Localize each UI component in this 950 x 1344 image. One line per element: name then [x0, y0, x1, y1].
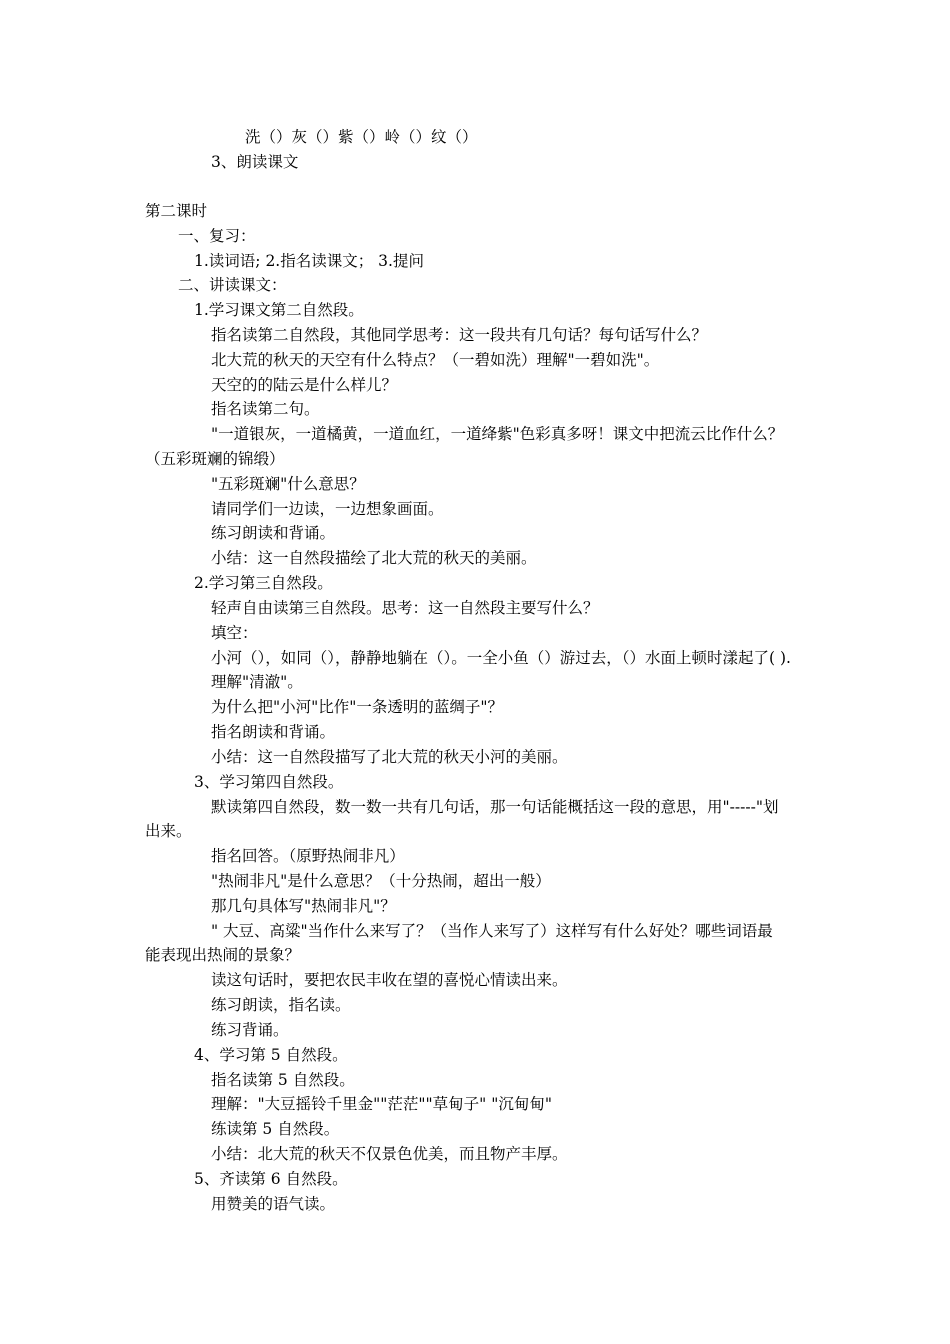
text-line: 小结：这一自然段描绘了北大荒的秋天的美丽。 — [211, 549, 537, 567]
text-line: 5、齐读第 6 自然段。 — [194, 1170, 348, 1188]
text-line: 填空： — [211, 624, 258, 642]
text-line: 指名回答。（原野热闹非凡） — [211, 847, 405, 865]
text-line: 练习朗读，指名读。 — [211, 996, 351, 1014]
text-line: 北大荒的秋天的天空有什么特点？（一碧如洗）理解"一碧如洗"。 — [211, 351, 660, 369]
text-line: 用赞美的语气读。 — [211, 1195, 336, 1213]
text-line: 二、讲读课文： — [178, 276, 287, 294]
text-line: "热闹非凡"是什么意思？（十分热闹，超出一般） — [211, 872, 551, 890]
text-line: 小结：北大荒的秋天不仅景色优美，而且物产丰厚。 — [211, 1145, 568, 1163]
text-line: 请同学们一边读，一边想象画面。 — [211, 500, 444, 518]
text-line: "一道银灰，一道橘黄，一道血红，一道绛紫"色彩真多呀！课文中把流云比作什么？ — [211, 425, 784, 443]
text-line: 那几句具体写"热闹非凡"？ — [211, 897, 396, 915]
text-line: 理解："大豆摇铃千里金""茫茫""草甸子" "沉甸甸" — [211, 1095, 552, 1113]
text-line: 小河（），如同（），静静地躺在（）。一全小鱼（）游过去，（）水面上顿时漾起了( ). — [211, 649, 791, 667]
text-line: "五彩斑斓"什么意思？ — [211, 475, 365, 493]
text-line: 练习背诵。 — [211, 1021, 289, 1039]
text-line: 练习朗读和背诵。 — [211, 524, 336, 542]
text-line: 1.学习课文第二自然段。 — [194, 301, 364, 319]
text-line: 3、学习第四自然段。 — [194, 773, 344, 791]
text-line: 指名朗读和背诵。 — [211, 723, 336, 741]
text-line: 天空的的陆云是什么样儿？ — [211, 376, 398, 394]
text-line: 一、复习： — [178, 227, 256, 245]
text-line: 小结：这一自然段描写了北大荒的秋天小河的美丽。 — [211, 748, 568, 766]
text-line: 指名读第二句。 — [211, 400, 320, 418]
text-line: 3、朗读课文 — [211, 153, 299, 171]
text-line: " 大豆、高粱"当作什么来写了？（当作人来写了）这样写有什么好处？哪些词语最 — [211, 922, 773, 940]
text-line: 洗（）灰（）紫（）岭（）纹（） — [245, 128, 478, 146]
text-line: 指名读第 5 自然段。 — [211, 1071, 355, 1089]
text-line: 能表现出热闹的景象？ — [145, 946, 301, 964]
text-line: （五彩斑斓的锦缎） — [145, 450, 285, 468]
text-line: 出来。 — [145, 822, 192, 840]
text-line: 默读第四自然段，数一数一共有几句话，那一句话能概括这一段的意思，用"-----"划 — [211, 798, 779, 816]
section-heading: 第二课时 — [145, 202, 208, 220]
text-line: 轻声自由读第三自然段。思考：这一自然段主要写什么？ — [211, 599, 599, 617]
text-line: 理解"清澈"。 — [211, 673, 303, 691]
text-line: 2.学习第三自然段。 — [194, 574, 333, 592]
text-line: 练读第 5 自然段。 — [211, 1120, 340, 1138]
text-line: 读这句话时，要把农民丰收在望的喜悦心情读出来。 — [211, 971, 568, 989]
text-line: 1.读词语; 2.指名读课文； 3.提问 — [194, 252, 424, 270]
text-line: 为什么把"小河"比作"一条透明的蓝绸子"？ — [211, 698, 504, 716]
text-line: 4、学习第 5 自然段。 — [194, 1046, 348, 1064]
text-line: 指名读第二自然段，其他同学思考：这一段共有几句话？每句话写什么？ — [211, 326, 708, 344]
